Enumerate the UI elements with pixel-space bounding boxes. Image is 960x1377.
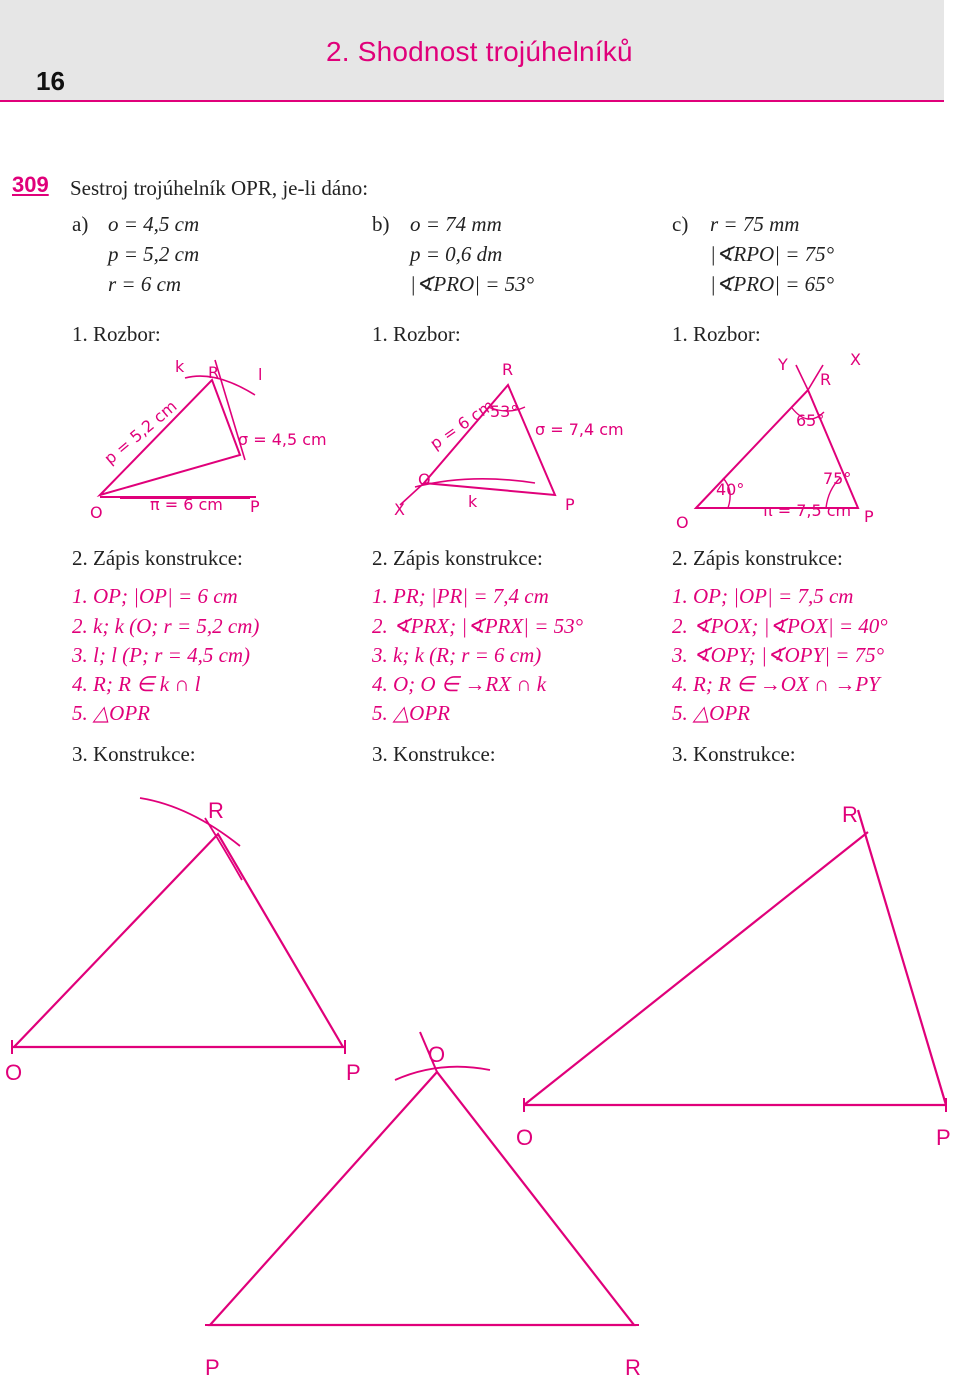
construction-c-vertex-o: O — [516, 1125, 534, 1150]
part-a-given-2: p = 5,2 cm — [108, 242, 200, 266]
part-c-letter: c) — [672, 212, 689, 236]
part-a-letter: a) — [72, 212, 89, 236]
construction-a — [5, 798, 361, 1085]
sketch-c-vertex-o: O — [676, 513, 689, 532]
sketch-b-vertex-p: P — [565, 495, 575, 514]
construction-b-vertex-p: P — [205, 1355, 220, 1377]
part-a-step-5: 5. △OPR — [72, 701, 150, 725]
construction-drawings — [0, 770, 960, 1377]
sketch-b — [390, 355, 650, 525]
sketch-b-label-k: k — [468, 492, 478, 511]
sketch-b-label-angle: 53° — [490, 402, 519, 421]
construction-b — [205, 1032, 641, 1377]
part-b-step-1: 1. PR; |PR| = 7,4 cm — [372, 584, 549, 608]
sketch-c-vertex-y: Y — [778, 355, 788, 374]
part-c-step-1: 1. OP; |OP| = 7,5 cm — [672, 584, 854, 608]
part-b-step-3: 3. k; k (R; r = 6 cm) — [372, 643, 542, 667]
construction-c-vertex-p: P — [936, 1125, 951, 1150]
construction-a-vertex-r: R — [208, 798, 224, 823]
sketch-b-vertex-x: X — [394, 500, 405, 519]
sketch-a-vertex-p: P — [250, 497, 260, 516]
part-b-given-1: o = 74 mm — [410, 212, 502, 236]
part-c-given-3: |∢PRO| = 65° — [710, 272, 835, 296]
part-b-step-4: 4. O; O ∈ →RX ∩ k — [372, 672, 547, 696]
sketch-a-label-o: σ = 4,5 cm — [238, 430, 327, 449]
sketch-a-label-r: π = 6 cm — [150, 495, 223, 514]
construction-a-vertex-o: O — [5, 1060, 23, 1085]
sketch-a-label-k: k — [175, 357, 185, 376]
part-b-given-2: p = 0,6 dm — [410, 242, 503, 266]
part-a-record-heading: 2. Zápis konstrukce: — [72, 546, 243, 570]
part-c-record-heading: 2. Zápis konstrukce: — [672, 546, 843, 570]
sketch-c-label-65: 65° — [796, 411, 825, 430]
sketch-b-vertex-o: O — [418, 470, 431, 489]
part-c-step-3: 3. ∢OPY; |∢OPY| = 75° — [672, 643, 885, 667]
sketch-c-label-r: π = 7,5 cm — [763, 501, 852, 520]
sketch-c-label-75: 75° — [823, 469, 852, 488]
sketch-c-label-40: 40° — [716, 480, 745, 499]
construction-c — [516, 802, 951, 1150]
sketch-c-vertex-x: X — [850, 350, 861, 369]
sketch-a-label-l: l — [258, 365, 263, 384]
part-c-given-1: r = 75 mm — [710, 212, 800, 236]
part-a-step-2: 2. k; k (O; r = 5,2 cm) — [72, 614, 260, 638]
construction-b-vertex-o: O — [428, 1042, 446, 1067]
exercise-number: 309 — [12, 172, 49, 197]
part-b-construction-heading: 3. Konstrukce: — [372, 742, 496, 766]
sketch-c-vertex-r: R — [820, 370, 832, 389]
page-number: 16 — [36, 66, 65, 96]
sketch-a-label-p: p = 5,2 cm — [100, 396, 181, 469]
construction-a-vertex-p: P — [346, 1060, 361, 1085]
part-c-step-2: 2. ∢POX; |∢POX| = 40° — [672, 614, 888, 638]
construction-b-vertex-r: R — [625, 1355, 641, 1377]
sketch-a — [80, 350, 350, 530]
chapter-title: 2. Shodnost trojúhelníků — [326, 36, 633, 67]
part-b-record-heading: 2. Zápis konstrukce: — [372, 546, 543, 570]
part-a-analysis-heading: 1. Rozbor: — [72, 322, 161, 346]
exercise-task: Sestroj trojúhelník OPR, je-li dáno: — [70, 176, 369, 200]
part-b-given-3: |∢PRO| = 53° — [410, 272, 535, 296]
sketch-a-vertex-r: R — [208, 363, 220, 382]
part-a-step-1: 1. OP; |OP| = 6 cm — [72, 584, 238, 608]
part-b-step-5: 5. △OPR — [372, 701, 450, 725]
part-a-step-4: 4. R; R ∈ k ∩ l — [72, 672, 201, 696]
sketch-b-label-p: p = 6 cm — [426, 395, 498, 454]
construction-c-vertex-r: R — [842, 802, 858, 827]
sketch-b-label-o: σ = 7,4 cm — [535, 420, 624, 439]
part-c-construction-heading: 3. Konstrukce: — [672, 742, 796, 766]
part-a-construction-heading: 3. Konstrukce: — [72, 742, 196, 766]
part-a-given-3: r = 6 cm — [108, 272, 182, 296]
part-b-analysis-heading: 1. Rozbor: — [372, 322, 461, 346]
part-c-step-5: 5. △OPR — [672, 701, 750, 725]
sketch-b-vertex-r: R — [502, 360, 514, 379]
part-b-letter: b) — [372, 212, 390, 236]
part-c-analysis-heading: 1. Rozbor: — [672, 322, 761, 346]
part-b-step-2: 2. ∢PRX; |∢PRX| = 53° — [372, 614, 584, 638]
part-c-given-2: |∢RPO| = 75° — [710, 242, 835, 266]
part-a-given-1: o = 4,5 cm — [108, 212, 200, 236]
sketch-c-vertex-p: P — [864, 507, 874, 526]
part-a-step-3: 3. l; l (P; r = 4,5 cm) — [72, 643, 251, 667]
sketch-c — [668, 350, 918, 535]
part-c-step-4: 4. R; R ∈ →OX ∩ →PY — [672, 672, 880, 696]
sketch-a-vertex-o: O — [90, 503, 103, 522]
